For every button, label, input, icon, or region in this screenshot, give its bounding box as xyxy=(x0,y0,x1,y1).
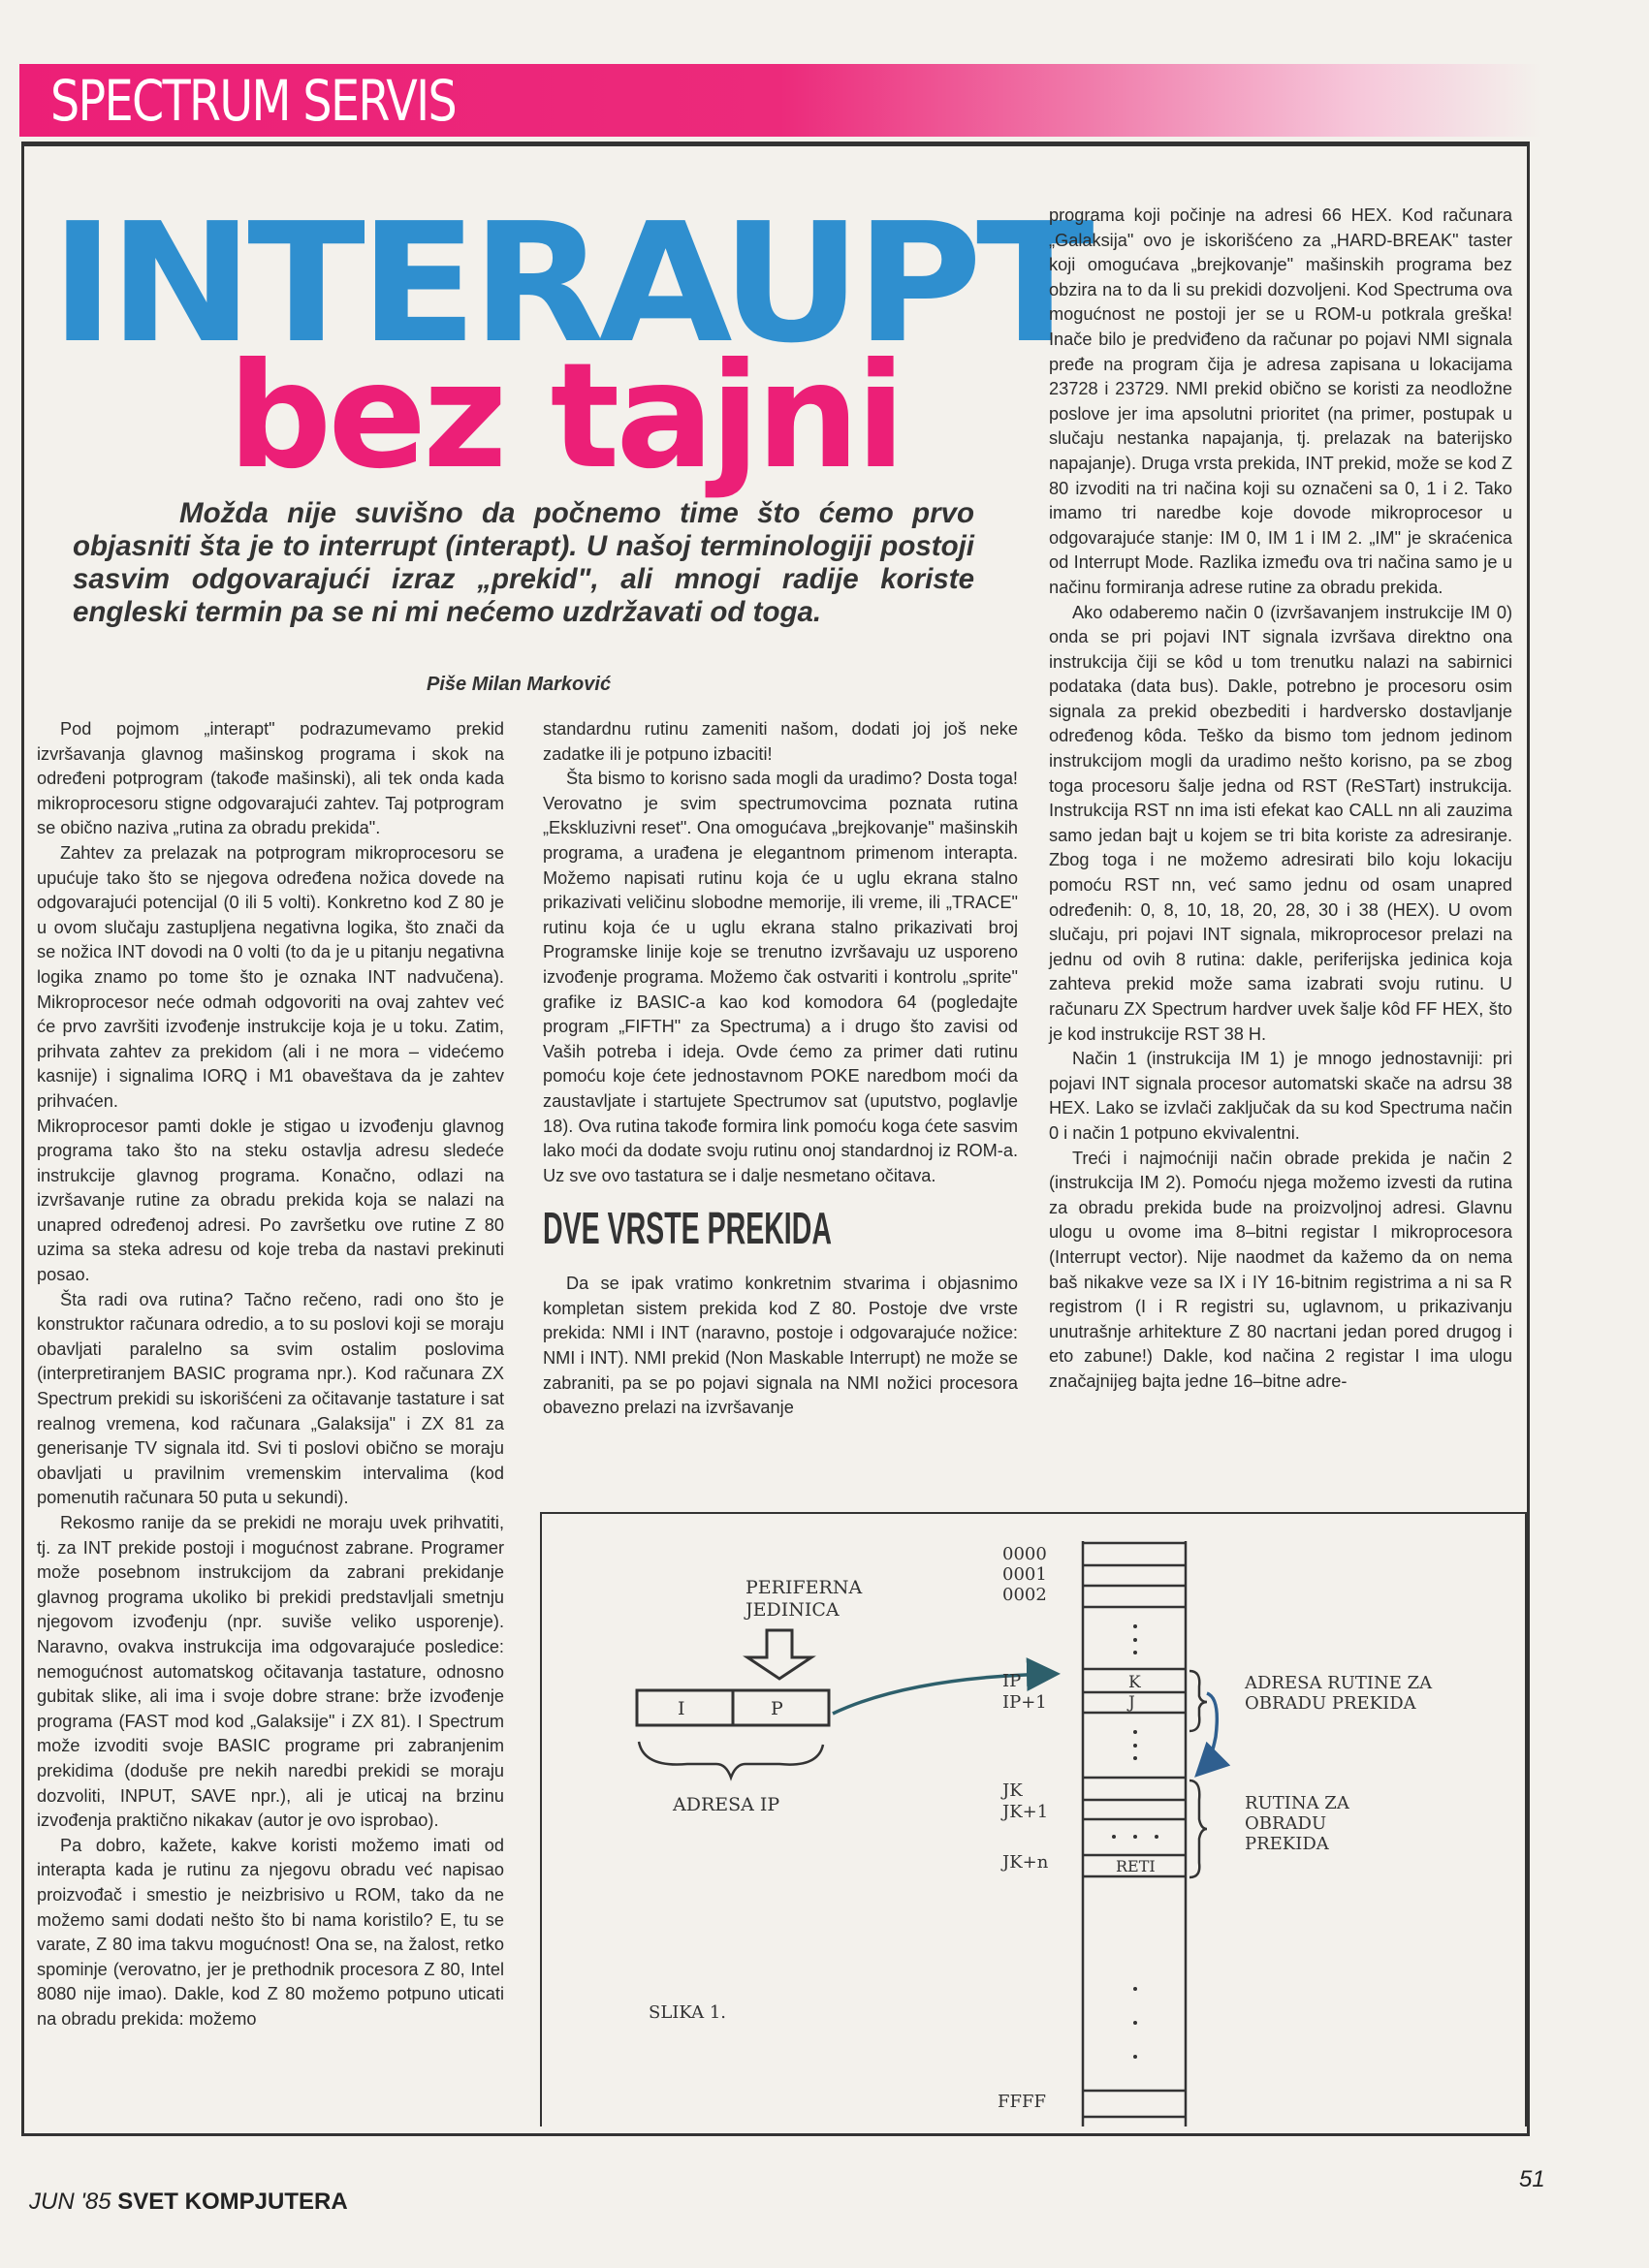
annotation-routine-line2: OBRADU xyxy=(1245,1813,1327,1834)
page-number: 51 xyxy=(1519,2166,1545,2192)
lead-paragraph: Možda nije suvišno da počnemo time što ćemo prvo objasniti šta je to interrupt (interapt). U našoj terminologiji postoji sasvim odgovarajući izraz „prekid", ali mnogi radije koriste engleski termin pa se ni mi nećemo uzdržavati od toga. xyxy=(73,497,974,628)
addr-jk-plus-n: JK+n xyxy=(1002,1852,1049,1873)
peripheral-label-line1: PERIFERNA xyxy=(745,1577,863,1598)
footer-issue: JUN '85 xyxy=(29,2189,111,2215)
addr-ip-plus-1: IP+1 xyxy=(1002,1692,1047,1713)
memory-cell-k: K xyxy=(1128,1673,1141,1692)
addr-0000: 0000 xyxy=(1002,1544,1047,1564)
paragraph: Da se ipak vratimo konkretnim stvarima i objasnimo kompletan sistem prekida kod Z 80. Postoje dve vrste prekida: NMI i INT (naravno, postoje i odgovarajuće nožice: NMI i INT). NMI prekid (Non Maskable Interrupt) ne može se zabraniti, pa se po pojavi signala na NMI nožici procesora obavezno prelazi na izvršavanje xyxy=(543,1274,1018,1418)
down-arrow-icon xyxy=(747,1630,811,1679)
paragraph: Treći i najmoćniji način obrade prekida je način 2 (instrukcija IM 2). Pomoću njega možemo izvesti da rutina za obradu prekida bude na proizvoljnoj adresi. Glavnu ulogu u ovome ima 8–bitni registar I mikroprocesora (Interrupt vector). Nije naodmet da kažemo da on nema baš nikakve veze sa IX i IY 16-bitnim registrima a ni sa R registrom (I i R registri su, uglavnom, u prikazivanju unutrašnje arhitekture Z 80 nacrtani jedan pored drugog i eto zabune!) Dakle, kod načina 2 registar I ima ulogu značajnijeg bajta jedne 16–bitne adre- xyxy=(1049,1148,1512,1391)
article-column-2 xyxy=(543,717,1018,1421)
diagram-canvas xyxy=(542,1514,1525,2126)
article-column-1 xyxy=(37,717,504,2032)
section-banner-title: SPECTRUM SERVIS xyxy=(50,68,457,134)
annotation-routine-line3: PREKIDA xyxy=(1245,1834,1329,1854)
memory-cell-j: J xyxy=(1128,1693,1135,1713)
section-banner xyxy=(19,64,1541,137)
memory-cell-reti: RETI xyxy=(1116,1857,1156,1875)
paragraph: Ako odaberemo način 0 (izvršavanjem instrukcije IM 0) onda se pri pojavi INT signala izvršava direktno ona instrukcija čiji se kôd u tom trenutku nalazi na sabirnici podataka (data bus). Dakle, potrebno je procesoru osim signala za prekid obezbediti i hardversko dostavljanje određenog kôda. Teško da bismo tom jednom jedinom instrukcijom mogli da uradimo nešto korisno, pa se zbog toga procesoru šalje jedna od RST (ReSTart) instrukcija. Instrukcija RST nn ima isti efekat kao CALL nn ali zauzima samo jedan bajt u kojem se tri bita koriste za adresiranje. Zbog toga i ne možemo adresirati bilo koju lokaciju pomoću RST nn, već samo jednu od osam unapred određenih: 0, 8, 10, 18, 20, 28, 30 i 38 (HEX). U ovom slučaju, pri pojavi INT signala, mikroprocesor prelazi na jednu od ovih 8 rutina: dakle, periferijska jedinica koja zahteva prekid može sama izabrati svoju rutinu. U računaru ZX Spectrum hardver uvek šalje kôd FF HEX, što je kod instrukcije RST 38 H. xyxy=(1049,602,1512,1044)
footer xyxy=(29,2189,348,2216)
addr-0001: 0001 xyxy=(1002,1564,1047,1585)
paragraph: Šta radi ova rutina? Tačno rečeno, radi ono što je konstruktor računara odredio, a to su poslovi koji se moraju obavljati paralelno sa svim ostalim poslovima (interpretiranjem BASIC programa npr.). Kod računara ZX Spectrum prekidi su iskorišćeni za očitavanje tastature i sat realnog vremena, kod računara „Galaksija" i ZX 81 za generisanje TV signala itd. Svi ti poslovi obično se moraju obavljati u pravilnim vremenskim intervalima (kod pomenutih računara 50 puta u sekundi). xyxy=(37,1289,504,1508)
footer-magazine: SVET KOMPJUTERA xyxy=(117,2189,348,2215)
register-cell-i: I xyxy=(678,1698,685,1719)
paragraph: Šta bismo to korisno sada mogli da uradimo? Dosta toga! Verovatno je svim spectrumovcima poznata rutina „Ekskluzivni reset". Ona omogućava „brejkovanje" mašinskih programa, a urađena je elegantnom primenom interapta. Možemo napisati rutinu koja će u uglu ekrana stalno prikazivati veličinu slobodne memorije, ili vreme, ili „TRACE" rutinu koja će u uglu ekrana stalno prikazivati broj Programske linije koje se trenutno izvršavaju uz usporeno izvođenje programa. Možemo čak ostvariti i kontrolu „sprite" grafike iz BASIC-a kao kod komodora 64 (pogledajte program „FIFTH" za Spectruma) a i drugo što zavisi od Vaših potreba i ideja. Ovde ćemo za primer dati rutinu pomoću koje ćete jednostavnom POKE naredbom moći da zaustavljate i startujete Spectrumov sat (uputstvo, poglavlje 18). Ova rutina takođe formira link pomoću koga ćete sasvim lako moći da dodate svoju rutinu onoj standardnoj iz ROM-a. Uz sve ovo tastatura se i dalje nesmetano očitava. xyxy=(543,769,1018,1185)
paragraph: Pa dobro, kažete, kakve koristi možemo imati od interapta kada je rutinu za njegovu obradu već napisao proizvođač i smestio je neizbrisivo u ROM, tako da ne možemo sami dodati nešto što bi nama koristilo? E, tu se varate, Z 80 ima takvu mogućnost! Ona se, na žalost, retko spominje (verovatno, jer je prethodnik procesora Z 80, Intel 8080 nije imao). Dakle, kod Z 80 možemo potpuno uticati na obradu prekida: možemo xyxy=(37,1835,504,2029)
paragraph: Način 1 (instrukcija IM 1) je mnogo jednostavniji: pri pojavi INT signala procesor automatski skače na adrsu 38 HEX. Lako se izvlači zaključak da su kod Spectruma način 0 i način 1 potpuno ekvivalentni. xyxy=(1049,1049,1512,1143)
paragraph: Mikroprocesor pamti dokle je stigao u izvođenju glavnog programa tako što na steku ostavlja adresu sledeće instrukcije glavnog programa. Konačno, odlazi na izvršavanje rutine za obradu prekida koja se nalazi na unapred određenoj adresi. Po završetku ove rutine Z 80 uzima sa steka adresu od koje treba da nastavi prekinuti posao. xyxy=(37,1116,504,1285)
memory-map xyxy=(1083,1541,1186,2126)
annotation-vector-line2: OBRADU PREKIDA xyxy=(1245,1693,1416,1714)
brace-icon xyxy=(1189,1671,1207,1731)
paragraph: Pod pojmom „interapt" podrazumevamo prekid izvršavanja glavnog mašinskog programa i skok na određeni potprogram (takođe mašinski), ali tek onda kada mikroprocesoru stigne odgovarajući zahtev. Taj potprogram se obično naziva „rutina za obradu prekida". xyxy=(37,719,504,838)
figure-caption: SLIKA 1. xyxy=(649,2002,727,2023)
register-caption: ADRESA IP xyxy=(673,1794,780,1815)
section-subheading: DVE VRSTE PREKIDA xyxy=(543,1203,832,1254)
register-cell-p: P xyxy=(771,1698,783,1719)
paragraph: standardnu rutinu zameniti našom, dodati joj još neke zadatke ili je potpuno izbaciti! xyxy=(543,719,1018,764)
headline-main: INTERAUPT xyxy=(50,188,1089,380)
brace-icon xyxy=(1189,1780,1207,1877)
addr-jk: JK xyxy=(1002,1780,1023,1801)
peripheral-label-line2: JEDINICA xyxy=(745,1599,840,1621)
byline: Piše Milan Marković xyxy=(427,674,612,695)
addr-ffff: FFFF xyxy=(998,2092,1046,2112)
addr-ip: IP xyxy=(1002,1671,1022,1691)
figure-interrupt-mode-2 xyxy=(540,1512,1527,2126)
paragraph: Zahtev za prelazak na potprogram mikroprocesoru se upućuje tako što se njegova određena nožica dovede na odgovarajući potencijal (0 ili 5 volti). Konkretno kod Z 80 je u ovom slučaju zastupljena negativna logika, što znači da se nožica INT dovodi na 0 volti (to da je u pitanju negativna logika znamo po tome što je oznaka INT nadvučena). Mikroprocesor neće odmah odgovoriti na ovaj zahtev već će prvo završiti izvođenje instrukcije koja je u toku. Zatim, prihvata zahtev za prekidom (ali i ne mora – videćemo kasnije) i signalima IORQ i M1 obaveštava da je zahtev prihvaćen. xyxy=(37,842,504,1111)
addr-jk-plus-1: JK+1 xyxy=(1002,1802,1049,1822)
brace-icon xyxy=(639,1742,823,1778)
annotation-routine-line1: RUTINA ZA xyxy=(1245,1793,1349,1813)
jump-arrow-icon xyxy=(1204,1693,1217,1768)
article-column-3 xyxy=(1049,204,1512,1395)
paragraph: Rekosmo ranije da se prekidi ne moraju uvek prihvatiti, tj. za INT prekide postoji i mogućnost zabrane. Programer može posebnom instrukcijom da zabrani prekidanje glavnog programa ukoliko bi prekidi predstavljali smetnju njegovom izvođenju (npr. suviše veliko usporenje). Naravno, ovakva instrukcija ima odgovarajuće posledice: nemogućnost automatskog očitavanja tastature, odnosno gubitak slike, ali ima i svoje dobre strane: brže izvođenje programa (FAST mod kod „Galaksije" i ZX 81). I Spectrum može izvoditi svoje BASIC programe pri zabranjenim prekidima (doduše pre nekih naredbi prekidi se moraju dozvoliti, INPUT, SAVE npr.), ali je uticaj na brzinu izvođenja praktično nikakav (autor je ovo isprobao). xyxy=(37,1513,504,1831)
headline-sub: bez tajni xyxy=(228,332,903,501)
annotation-vector-line1: ADRESA RUTINE ZA xyxy=(1245,1673,1433,1693)
addr-0002: 0002 xyxy=(1002,1585,1047,1605)
paragraph: programa koji počinje na adresi 66 HEX. Kod računara „Galaksija" ovo je iskorišćeno za „HARD-BREAK" taster koji omogućava „brejkovanje" mašinskih programa bez obzira na to da li su prekidi dozvoljeni. Kod Spectruma ova mogućnost ne postoji jer se u ROM-u potkrala greška! Inače bilo je predviđeno da računar po pojavi NMI signala pređe na program čija je adresa zapisana u lokacijama 23728 i 23729. NMI prekid obično se koristi za neodložne poslove jer ima apsolutni prioritet (na primer, postupak u slučaju nestanka napajanja, tj. prelazak na baterijsko napajanje). Druga vrsta prekida, INT prekid, može se kod Z 80 izvoditi na tri načina koji su označeni sa 0, 1 i 2. Tako imamo tri naredbe koje dovode mikroprocesor u odgovarajuće stanje: IM 0, IM 1 i IM 2. „IM" je skraćenica od Interrupt Mode. Razlika između ova tri načina samo je u načinu formiranja adrese rutine za obradu prekida. xyxy=(1049,205,1512,597)
